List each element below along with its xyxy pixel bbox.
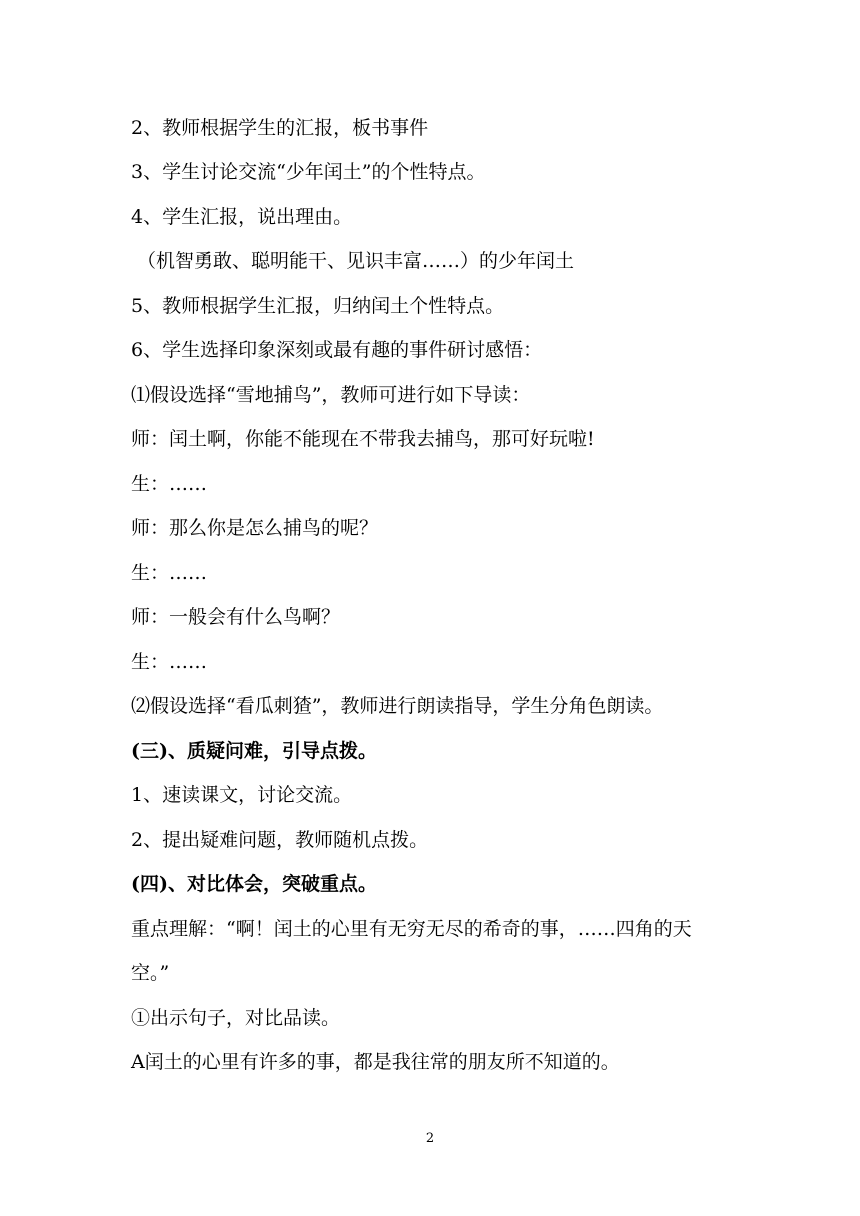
- page-number: 2: [425, 1131, 435, 1146]
- section-heading-4: (四)、对比体会，突破重点。: [131, 873, 377, 895]
- text-line-option-2: ⑵假设选择“看瓜刺猹”，教师进行朗读指导，学生分角色朗读。: [131, 695, 664, 717]
- text-line-student-1: 生：……: [131, 473, 208, 495]
- text-line-traits: （机智勇敢、聪明能干、见识丰富……）的少年闰土: [137, 250, 575, 272]
- text-line-student-3: 生：……: [131, 651, 208, 673]
- text-line-show-sentence: ①出示句子，对比品读。: [131, 1007, 341, 1029]
- text-line-step-4-report: 4、学生汇报，说出理由。: [131, 206, 353, 228]
- section-heading-3: (三)、质疑问难，引导点拨。: [131, 740, 377, 762]
- text-line-step-3-discuss: 3、学生讨论交流“少年闰土”的个性特点。: [131, 161, 486, 183]
- text-line-fast-read: 1、速读课文，讨论交流。: [131, 784, 353, 806]
- text-line-student-2: 生：……: [131, 562, 208, 584]
- text-line-key-understanding: 重点理解：“啊！闰土的心里有无穷无尽的希奇的事，……四角的天: [131, 918, 692, 940]
- text-line-step-6-select: 6、学生选择印象深刻或最有趣的事件研讨感悟：: [131, 339, 543, 361]
- text-line-questions: 2、提出疑难问题，教师随机点拨。: [131, 829, 429, 851]
- text-line-step-5-summarize: 5、教师根据学生汇报，归纳闰土个性特点。: [131, 295, 505, 317]
- text-line-key-understanding-cont: 空。”: [131, 962, 170, 984]
- text-line-teacher-3: 师：一般会有什么鸟啊？: [131, 606, 341, 628]
- text-line-option-1: ⑴假设选择“雪地捕鸟”，教师可进行如下导读：: [131, 384, 531, 406]
- text-line-step-2-board: 2、教师根据学生的汇报，板书事件: [131, 117, 429, 139]
- text-line-sentence-a: A闰土的心里有许多的事，都是我往常的朋友所不知道的。: [131, 1051, 620, 1073]
- text-line-teacher-2: 师：那么你是怎么捕鸟的呢？: [131, 517, 379, 539]
- text-line-teacher-1: 师：闰土啊，你能不能现在不带我去捕鸟，那可好玩啦!: [131, 428, 595, 450]
